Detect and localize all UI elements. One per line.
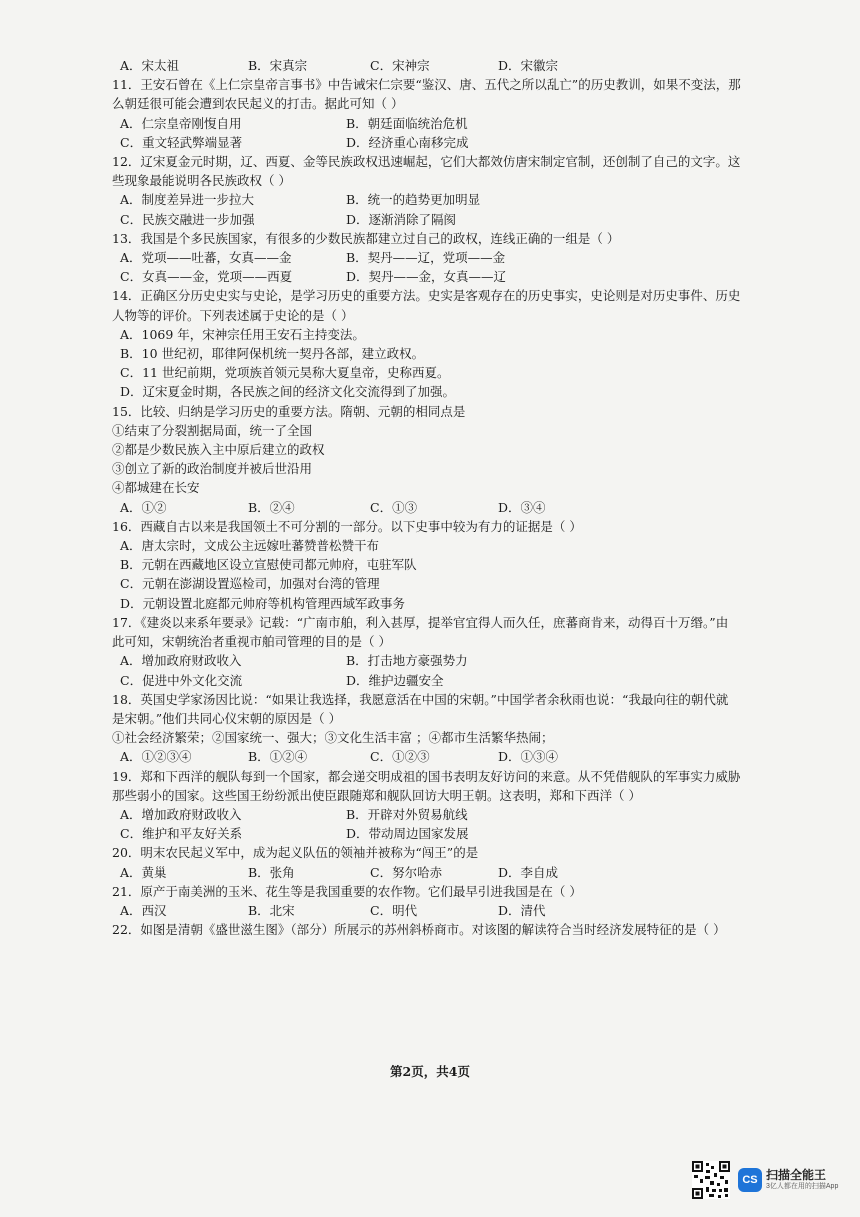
- scanner-brand-name: 扫描全能王: [766, 1168, 827, 1182]
- answer-option: B．开辟对外贸易航线: [346, 806, 468, 822]
- question-content: [112, 56, 744, 939]
- answer-option: D．经济重心南移完成: [346, 134, 469, 150]
- answer-option: A．仁宗皇帝刚愎自用: [120, 115, 242, 131]
- text-line: 人物等的评价。下列表述属于史论的是（ ）: [112, 307, 354, 323]
- answer-option: C．促进中外文化交流: [120, 672, 243, 688]
- text-line: 么朝廷很可能会遭到农民起义的打击。据此可知（ ）: [112, 96, 404, 112]
- answer-option: B．统一的趋势更加明显: [346, 192, 481, 208]
- answer-option: D．清代: [498, 902, 546, 918]
- text-line: 此可知，宋朝统治者重视市舶司管理的目的是（ ）: [112, 634, 391, 650]
- answer-option: D．逐渐消除了隔阂: [346, 211, 457, 227]
- answer-option: D．宋徽宗: [498, 58, 559, 73]
- answer-option: D．带动周边国家发展: [346, 826, 469, 842]
- answer-option: C．宋神宗: [370, 58, 430, 73]
- answer-option: C．①②③: [370, 749, 430, 765]
- answer-option: C．11 世纪前期，党项族首领元昊称大夏皇帝，史称西夏。: [120, 365, 450, 381]
- option-row: [112, 210, 744, 229]
- question-stem: 13．我国是个多民族国家，有很多的少数民族都建立过自己的政权，连线正确的一组是（ ）: [112, 230, 620, 246]
- answer-option: C．①③: [370, 499, 418, 515]
- question-stem: 21．原产于南美洲的玉米、花生等是我国重要的农作物。它们最早引进我国是在（ ）: [112, 883, 582, 899]
- question-stem: 16．西藏自古以来是我国领土不可分割的一部分。以下史事中较为有力的证据是（ ）: [112, 518, 582, 534]
- text-line: ①结束了分裂割据局面，统一了全国: [112, 422, 313, 438]
- answer-option: B．契丹——辽，党项——金: [346, 250, 506, 266]
- option-row: [112, 248, 744, 267]
- answer-option: A．1069 年，宋神宗任用王安石主持变法。: [120, 326, 365, 342]
- scanner-brand: [766, 1168, 838, 1192]
- option-row: [112, 56, 744, 75]
- answer-option: C．努尔哈赤: [370, 864, 443, 880]
- option-row: [112, 651, 744, 670]
- option-row: [112, 863, 744, 882]
- answer-option: A．黄巢: [120, 864, 167, 880]
- text-line: 是宋朝。”他们共同心仪宋朝的原因是（ ）: [112, 710, 342, 726]
- answer-option: C．明代: [370, 902, 418, 918]
- text-line: 些现象最能说明各民族政权（ ）: [112, 173, 291, 189]
- answer-option: B．朝廷面临统治危机: [346, 115, 468, 131]
- question-stem: 17．《建炎以来系年要录》记载：“广南市舶，利入甚厚，提举官宜得人而久任，庶蕃商肯来，动得百十万缗。”由: [112, 614, 729, 630]
- option-row: [112, 824, 744, 843]
- text-line: ②都是少数民族入主中原后建立的政权: [112, 442, 325, 458]
- qr-code-icon: [692, 1161, 730, 1199]
- option-row: [112, 114, 744, 133]
- answer-option: A．西汉: [120, 902, 167, 918]
- option-row: [112, 498, 744, 517]
- option-row: [112, 190, 744, 209]
- option-row: [112, 747, 744, 766]
- question-stem: 20．明末农民起义军中，成为起义队伍的领袖并被称为“闯王”的是: [112, 845, 479, 861]
- text-line: 那些弱小的国家。这些国王纷纷派出使臣跟随郑和舰队回访大明王朝。这表明，郑和下西洋（ ）: [112, 787, 641, 803]
- question-stem: 15．比较、归纳是学习历史的重要方法。隋朝、元朝的相同点是: [112, 403, 466, 419]
- question-stem: 22．如图是清朝《盛世滋生图》（部分）所展示的苏州斜桥商市。对该图的解读符合当时经济发展特征的是（ ）: [112, 922, 726, 938]
- page-number: 第2页，共4页: [390, 1064, 470, 1079]
- question-stem: 18．英国史学家汤因比说：“如果让我选择，我愿意活在中国的宋朝。”中国学者余秋雨也说：“我最向往的朝代就: [112, 691, 729, 707]
- answer-option: D．元朝设置北庭都元帅府等机构管理西域军政事务: [120, 595, 406, 611]
- text-line: ①社会经济繁荣；②国家统一、强大；③文化生活丰富 ；④都市生活繁华热闹；: [112, 730, 554, 746]
- answer-option: B．①②④: [248, 749, 308, 765]
- text-line: ④都城建在长安: [112, 480, 200, 496]
- answer-option: D．③④: [498, 499, 546, 515]
- answer-option: B．宋真宗: [248, 58, 308, 73]
- answer-option: B．②④: [248, 499, 295, 515]
- scanner-watermark: [692, 1160, 842, 1200]
- answer-option: D．契丹——金，女真——辽: [346, 269, 507, 285]
- answer-option: A．①②③④: [120, 749, 192, 765]
- answer-option: D．①③④: [498, 749, 559, 765]
- question-stem: 11．王安石曾在《上仁宗皇帝言事书》中告诫宋仁宗要“鉴汉、唐、五代之所以乱亡”的历史教训，如果不变法，那: [112, 77, 741, 93]
- answer-option: A．宋太祖: [120, 58, 180, 73]
- text-line: ③创立了新的政治制度并被后世沿用: [112, 461, 313, 477]
- answer-option: B．元朝在西藏地区设立宣慰使司都元帅府，屯驻军队: [120, 557, 417, 573]
- answer-option: C．元朝在澎湖设置巡检司，加强对台湾的管理: [120, 576, 380, 592]
- answer-option: C．女真——金，党项——西夏: [120, 269, 293, 285]
- option-row: [112, 671, 744, 690]
- option-row: [112, 133, 744, 152]
- answer-option: B．张角: [248, 864, 295, 880]
- scanner-brand-slogan: 3亿人都在用的扫描App: [766, 1183, 839, 1190]
- answer-option: A．①②: [120, 499, 167, 515]
- answer-option: C．重文轻武弊端显著: [120, 134, 243, 150]
- question-stem: 19．郑和下西洋的舰队每到一个国家，都会递交明成祖的国书表明友好访问的来意。从不凭借舰队的军事实力威胁: [112, 768, 741, 784]
- answer-option: D．辽宋夏金时期，各民族之间的经济文化交流得到了加强。: [120, 384, 456, 400]
- option-row: [112, 267, 744, 286]
- answer-option: C．维护和平友好关系: [120, 826, 243, 842]
- answer-option: A．制度差异进一步拉大: [120, 192, 255, 208]
- answer-option: A．唐太宗时，文成公主远嫁吐蕃赞普松赞干布: [120, 538, 380, 554]
- camscanner-logo-icon: CS: [738, 1168, 762, 1192]
- answer-option: B．北宋: [248, 902, 295, 918]
- answer-option: A．党项——吐蕃，女真——金: [120, 250, 292, 266]
- answer-option: D．李自成: [498, 864, 559, 880]
- answer-option: C．民族交融进一步加强: [120, 211, 255, 227]
- option-row: [112, 901, 744, 920]
- answer-option: B．打击地方豪强势力: [346, 653, 468, 669]
- answer-option: A．增加政府财政收入: [120, 653, 242, 669]
- option-row: [112, 805, 744, 824]
- question-stem: 14．正确区分历史史实与史论，是学习历史的重要方法。史实是客观存在的历史事实，史论则是对历史事件、历史: [112, 288, 741, 304]
- answer-option: D．维护边疆安全: [346, 672, 444, 688]
- answer-option: B．10 世纪初，耶律阿保机统一契丹各部，建立政权。: [120, 346, 425, 362]
- question-stem: 12．辽宋夏金元时期，辽、西夏、金等民族政权迅速崛起，它们大都效仿唐宋制定官制，还创制了自己的文字。这: [112, 154, 741, 170]
- answer-option: A．增加政府财政收入: [120, 806, 242, 822]
